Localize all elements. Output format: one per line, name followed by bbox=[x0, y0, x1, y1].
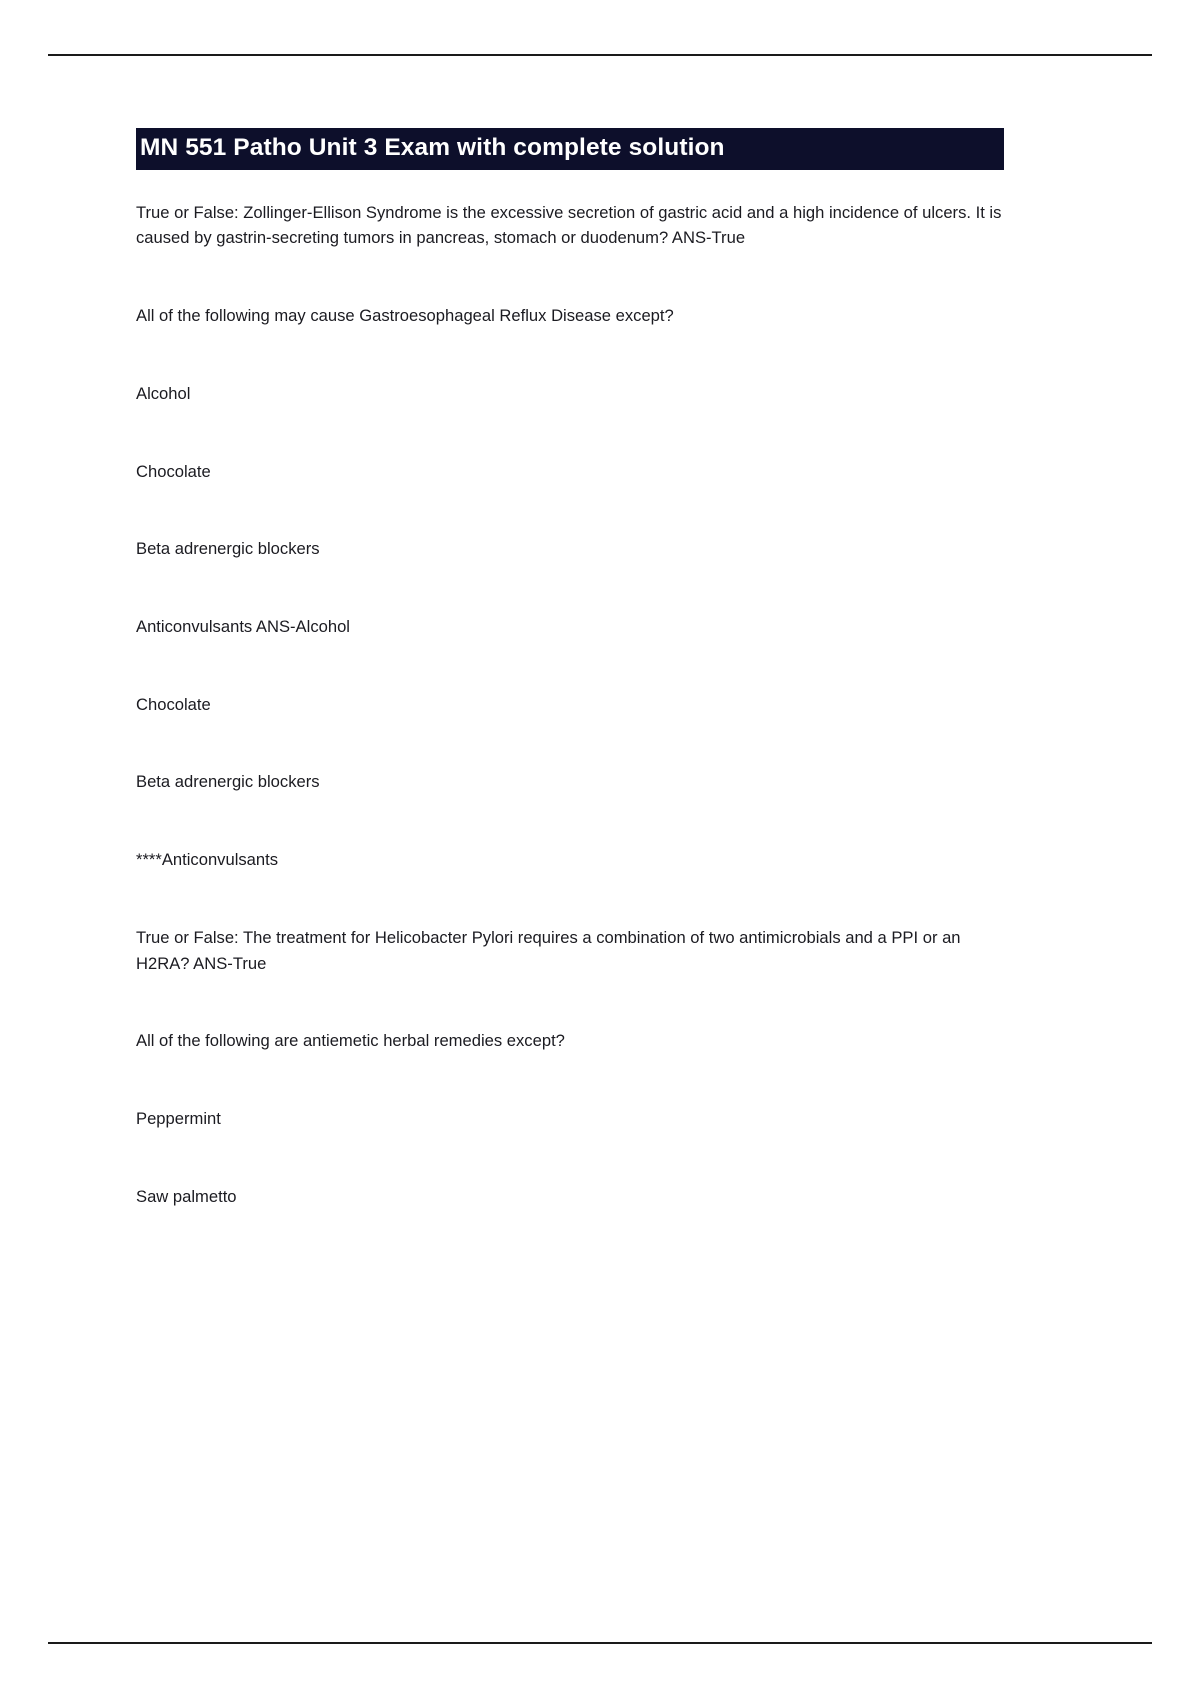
document-content bbox=[136, 128, 1004, 1210]
paragraph-option-saw-palmetto: Saw palmetto bbox=[136, 1186, 237, 1206]
paragraph-question-4: All of the following are antiemetic herbal remedies except? bbox=[136, 1031, 565, 1051]
footer-rule bbox=[48, 1642, 1152, 1644]
paragraph-option-anticonvulsants-answer: Anticonvulsants ANS-Alcohol bbox=[136, 617, 350, 637]
page-title: MN 551 Patho Unit 3 Exam with complete solution bbox=[136, 128, 1004, 170]
paragraph-question-2: All of the following may cause Gastroesophageal Reflux Disease except? bbox=[136, 306, 674, 326]
paragraph-option-beta-blockers: Beta adrenergic blockers bbox=[136, 539, 320, 559]
paragraph-option-alcohol: Alcohol bbox=[136, 383, 191, 403]
paragraph-question-3: True or False: The treatment for Helicobacter Pylori requires a combination of two antimicrobials and a PPI or an H2RA? ANS-True bbox=[136, 927, 961, 973]
paragraph-answer-anticonvulsants-starred: ****Anticonvulsants bbox=[136, 850, 279, 870]
paragraph-question-1: True or False: Zollinger-Ellison Syndrome is the excessive secretion of gastric acid and a high incidence of ulcers. It is caused by gastrin-secreting tumors in pancreas, stomach or duodenum? ANS-True bbox=[136, 202, 1002, 248]
paragraph-option-chocolate: Chocolate bbox=[136, 461, 211, 481]
paragraph-answer-chocolate: Chocolate bbox=[136, 694, 211, 714]
paragraph-answer-beta-blockers: Beta adrenergic blockers bbox=[136, 772, 320, 792]
header-rule bbox=[48, 54, 1152, 56]
paragraph-option-peppermint: Peppermint bbox=[136, 1109, 221, 1129]
